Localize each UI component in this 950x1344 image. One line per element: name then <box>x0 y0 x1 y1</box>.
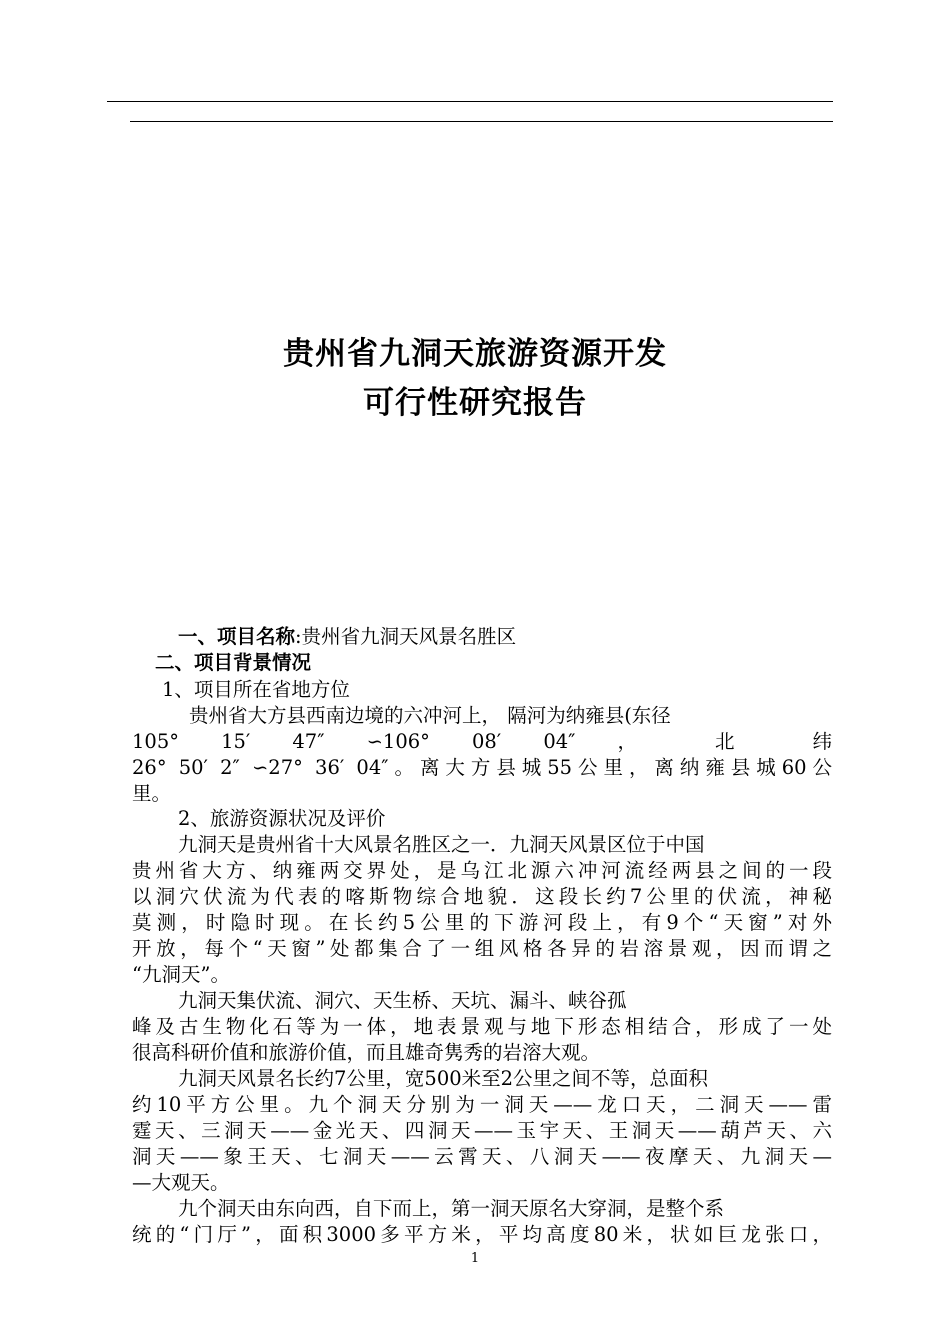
section-2-heading: 二、项目背景情况 <box>155 651 312 674</box>
paragraph-line: 以洞穴伏流为代表的喀斯物综合地貌．这段长约7公里的伏流，神秘 <box>132 885 832 908</box>
paragraph-line: 九洞天集伏流、洞穴、天生桥、天坑、漏斗、峡谷孤 <box>178 989 627 1012</box>
paragraph-line: 莫测，时隐时现。在长约5公里的下游河段上，有9个“天窗”对外 <box>132 911 832 934</box>
paragraph-line: 贵州省大方县西南边境的六冲河上， 隔河为纳雍县(东径 <box>189 704 671 727</box>
document-title-line-2: 可行性研究报告 <box>363 385 587 421</box>
paragraph-line: 洞天——象王天、七洞天——云霄天、八洞天——夜摩天、九洞天— <box>132 1145 832 1168</box>
paragraph-line: 开放，每个“天窗”处都集合了一组风格各异的岩溶景观，因而谓之 <box>132 937 832 960</box>
paragraph-line: 霆天、三洞天——金光天、四洞天——玉宇天、王洞天——葫芦天、六 <box>132 1119 832 1142</box>
header-rule-bottom <box>130 121 833 122</box>
paragraph-line: 九洞天风景名长约7公里，宽500米至2公里之间不等，总面积 <box>178 1067 709 1090</box>
paragraph-line: 九洞天是贵州省十大风景名胜区之一．九洞天风景区位于中国 <box>178 833 705 856</box>
paragraph-line: 约10平方公里。九个洞天分别为一洞天——龙口天，二洞天——雷 <box>132 1093 832 1116</box>
paragraph-line: 峰及古生物化石等为一体，地表景观与地下形态相结合，形成了一处 <box>132 1015 832 1038</box>
paragraph-line: 九个洞天由东向西，自下而上，第一洞天原名大穿洞，是整个系 <box>178 1197 725 1220</box>
paragraph-line: —大观天。 <box>132 1171 230 1194</box>
section-1-heading: 一、项目名称 <box>178 625 296 648</box>
section-1-text: :贵州省九洞天风景名胜区 <box>295 625 517 648</box>
paragraph-line: 很高科研价值和旅游价值，而且雄奇隽秀的岩溶大观。 <box>132 1041 601 1064</box>
header-rule-top <box>107 101 833 102</box>
paragraph-line: 贵州省大方、纳雍两交界处，是乌江北源六冲河流经两县之间的一段 <box>132 859 832 882</box>
paragraph-line: 里。 <box>132 782 172 805</box>
subsection-2-heading: 2、旅游资源状况及评价 <box>178 807 386 830</box>
document-title-line-1: 贵州省九洞天旅游资源开发 <box>283 336 667 372</box>
page-number: 1 <box>470 1251 480 1266</box>
paragraph-line: “九洞天”。 <box>132 963 230 986</box>
paragraph-line: 统的“门厅”，面积3000多平方米，平均高度80米，状如巨龙张口， <box>132 1223 832 1246</box>
paragraph-line: 26° 50′ 2″ ∽27° 36′ 04″。离大方县城55公里，离纳雍县城60公 <box>132 756 832 779</box>
subsection-1-heading: 1、项目所在省地方位 <box>162 678 350 701</box>
paragraph-line: 105° 15′ 47″ ∽106° 08′ 04″ ， 北 纬 <box>132 730 832 753</box>
section-1-line <box>178 624 516 650</box>
